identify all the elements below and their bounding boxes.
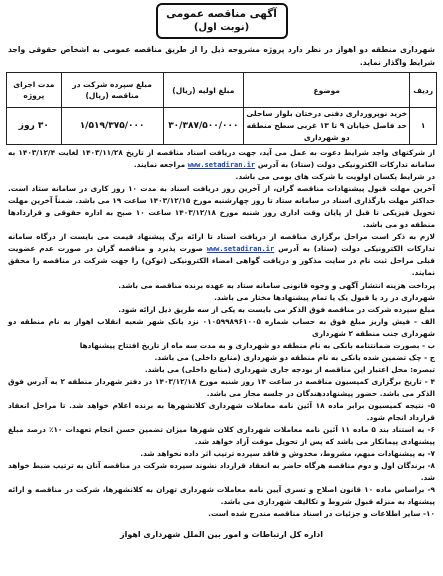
cell-duration: ۳۰ روز	[7, 108, 62, 145]
condition-13: ۹- براساس ماده ۱۰ قانون اصلاح و تسری آیین نامه معاملات شهرداری تهران به کلانشهرها، شرکت در مناقصه و ارائه پیشنهاد به منزله قبول شروط و تکالیف شهرداری می باشد.	[8, 485, 435, 507]
condition-4-tail: صورت پذیرد و مناقصه گران در صورت عدم عضویت قبلی مراحل ثبت نام در سایت مذکور و دریافت گواهی امضاء الکترونیکی (توکن) را جهت شرکت در مناقصه را محقق نمایند.	[8, 244, 435, 278]
condition-7c: ج - چک تضمین شده بانکی به نام منطقه دو شهرداری (منابع داخلی) می باشد.	[154, 352, 435, 362]
condition-14: ۱۰- سایر اطلاعات و جزئیات در اسناد مناقصه مندرج شده است.	[208, 509, 435, 519]
condition-1-tail: مراجعه نمایند.	[133, 160, 186, 170]
header-row-number: ردیف	[410, 73, 437, 108]
setad-link-2[interactable]: www.setadiran.ir	[206, 245, 275, 254]
setad-link-1[interactable]: www.setadiran.ir	[187, 161, 256, 170]
cell-base-price: ۳۰/۳۸۷/۵۰۰/۰۰۰	[163, 108, 244, 145]
condition-5: پرداخت هزینه انتشار آگهی و وجوه قانونی سامانه ستاد به عهده برنده مناقصه می باشد.	[118, 280, 435, 290]
condition-6: شهرداری در رد یا قبول یک یا تمام پیشنهادها مختار می باشد.	[214, 292, 435, 302]
cell-row-number: ۱	[410, 108, 437, 145]
notice-title-box	[156, 3, 288, 39]
header-subject: موضوع	[244, 73, 410, 108]
condition-1-text: از شرکتهای واجد شرایط دعوت به عمل می آید، جهت دریافت اسناد مناقصه از تاریخ ۱۴۰۳/۱۱/۲۸ لغایت ۱۴۰۳/۱۲/۴ به سامانه تدارکات الکترونیکی دولت (ستاد) به آدرس	[8, 148, 435, 170]
condition-12: ۸- برندگان اول و دوم مناقصه هرگاه حاضر به انعقاد قرارداد نشوند سپرده شرکت در مناقصه آنان به ترتیب ضبط خواهد شد.	[8, 461, 435, 483]
condition-4	[8, 231, 435, 279]
issuer-footer: اداره کل ارتباطات و امور بین الملل شهرداری اهواز	[119, 530, 324, 540]
notice-round: (نوبت اول)	[193, 22, 250, 33]
condition-7-note: تبصره: محل اعتبار این مناقصه از بودجه جاری شهرداری (منابع داخلی) می باشد.	[144, 364, 435, 374]
condition-7b: ب - بصورت ضمانتنامه بانکی به نام منطقه دو شهرداری و به مدت سه ماه از تاریخ افتتاح پیشنهادها	[79, 340, 435, 350]
tender-table	[6, 72, 437, 145]
condition-4-text: لازم به ذکر است مراحل برگزاری مناقصه از دریافت اسناد تا ارائه برگ پیشنهاد قیمت می بایست از درگاه سامانه تدارکات الکترونیکی دولت (ستاد) به آدرس	[8, 232, 435, 254]
condition-2: در شرایط یکسان اولویت با شرکت های بومی می باشد.	[235, 172, 435, 182]
table-header-row	[7, 73, 437, 108]
notice-title: آگهی مناقصه عمومی	[166, 8, 277, 20]
condition-11: ۷- به پیشنهادات مبهم، مشروط، مخدوش و فاقد سپرده ترتیب اثر داده نخواهد شد.	[140, 449, 435, 459]
conditions-list	[8, 147, 435, 520]
header-base-price: مبلغ اولیه (ریال)	[163, 73, 244, 108]
cell-deposit: ۱/۵۱۹/۳۷۵/۰۰۰	[61, 108, 163, 145]
condition-7a: الف - فیش واریز مبلغ فوق به حساب شماره ۰۱۰۵۹۹۸۹۶۱۰۰۵ نزد بانک شهر شعبه انقلاب اهواز به نام منطقه دو شهرداری جنب منطقه ۲ شهرداری	[8, 316, 435, 338]
header-duration: مدت اجرای پروژه	[7, 73, 62, 108]
condition-7: مبلغ سپرده شرکت در مناقصه فوق الذکر می بایست به یکی از سه طریق ذیل ارائه شود.	[118, 304, 435, 314]
condition-8: ۴ - تاریخ برگزاری کمیسیون مناقصه در ساعت ۱۴ روز شنبه مورخ ۱۴۰۳/۱۲/۱۸ در دفتر شهردار منطقه ۲ به آدرس فوق الذکر می باشد. حضور پیشنهاددهندگان در جلسه مجاز می باشد.	[8, 376, 435, 398]
condition-3: آخرین مهلت قبول پیشنهادات مناقصه گران، از آخرین روز دریافت اسناد به مدت ۱۰ روز کاری در سامانه ستاد است. حداکثر مهلت بارگذاری اسناد در سامانه ستاد تا روز چهارشنبه مورخ ۱۴۰۳/۱۲/۱۵ ساعت ۱۹ می باشد. ضمناً آخرین مهلت تحویل فیزیکی تا قبل از پایان وقت اداری روز شنبه مورخ ۱۴۰۳/۱۲/۱۸ ساعت ۱۰ صبح به اداره حقوقی و قراردادها منطقه دو می باشد.	[8, 184, 436, 230]
condition-9: ۵- نتیجه کمیسیون برابر ماده ۱۸ آئین نامه معاملات شهرداری کلانشهرها به برنده اعلام خواهد شد. تا مراحل انعقاد قرارداد انجام شود.	[8, 400, 435, 423]
table-row	[7, 108, 437, 145]
intro-paragraph: شهرداری منطقه دو اهواز در نظر دارد پروژه مشروحه ذیل را از طریق مناقصه عمومی به اشخاص حقوقی واجد شرایط واگذار نماید.	[8, 45, 435, 67]
cell-subject: خرید نوپرورداری دفنی درختان بلوار ساحلی حد فاصل خیابان ۹ تا ۱۳ غربی سطح منطقه دو شهرداری	[244, 108, 410, 145]
condition-10: ۶- به استناد بند ۵ ماده ۱۱ آئین نامه معاملات شهرداری کلان شهرها میزان تضمین حسن انجام تعهدات ۱۰٪ درصد مبلغ پیشنهادی پیمانکار می باشد که پس از تحویل موقت آزاد خواهد شد.	[8, 425, 435, 447]
header-deposit: مبلغ سپرده شرکت در مناقصه (ریال)	[61, 73, 163, 108]
condition-1	[8, 147, 435, 171]
